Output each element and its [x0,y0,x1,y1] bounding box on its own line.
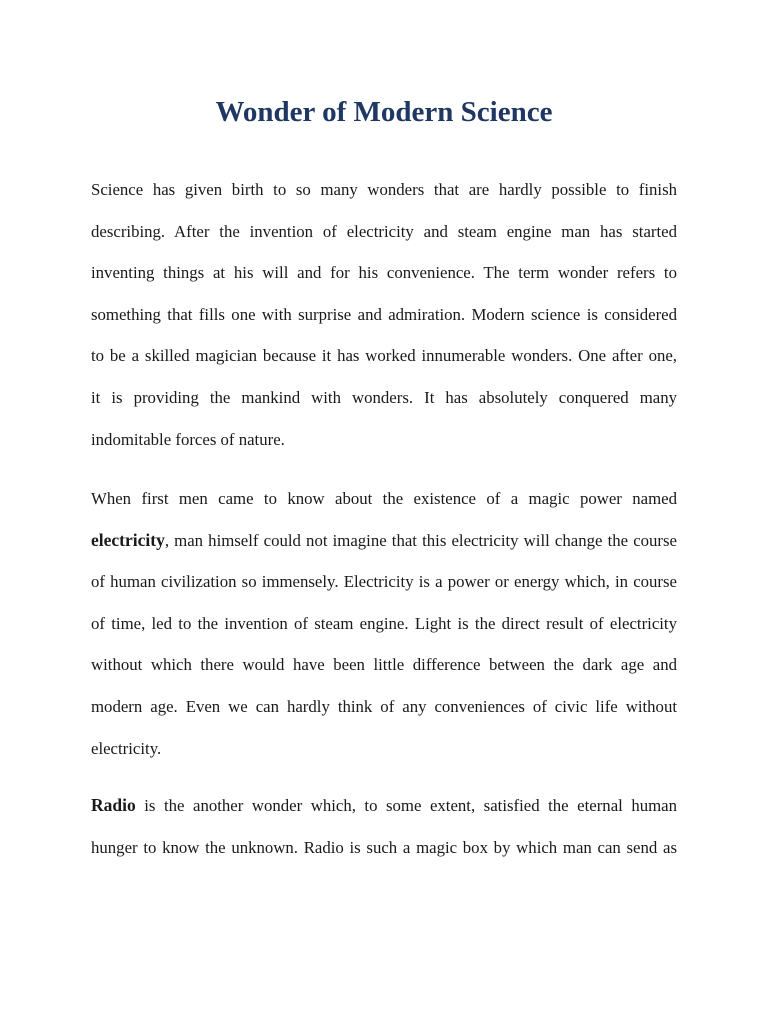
text-line: inventing things at his will and for his convenience. The term wonder refers to [91,263,677,283]
text-line [91,520,677,562]
paragraph-electricity [91,478,677,769]
text-line [91,785,677,827]
text-run: is the another wonder which, to some extent, satisfied the eternal human [135,796,677,815]
text-line: electricity. [91,738,162,758]
text-line: When first men came to know about the existence of a magic power named [91,489,677,508]
text-line: describing. After the invention of electricity and steam engine man has started [91,221,677,241]
text-run: , man himself could not imagine that this electricity will change the course [164,530,677,550]
text-line: of time, led to the invention of steam engine. Light is the direct result of electricity [91,613,677,633]
text-line: it is providing the mankind with wonders. It has absolutely conquered many [91,387,677,407]
text-line: of human civilization so immensely. Electricity is a power or energy which, in course [91,572,677,592]
text-line: something that fills one with surprise and admiration. Modern science is considered [91,304,677,324]
paragraph-intro [91,169,677,460]
text-line: Science has given birth to so many wonders that are hardly possible to finish [91,180,677,199]
text-line: modern age. Even we can hardly think of any conveniences of civic life without [91,696,677,716]
keyword-radio: Radio [91,795,136,815]
text-line: indomitable forces of nature. [91,429,285,449]
text-line: hunger to know the unknown. Radio is such a magic box by which man can send as [91,837,677,857]
keyword-electricity: electricity [91,529,165,550]
paragraph-radio [91,785,677,868]
document-title: Wonder of Modern Science [215,96,553,128]
text-line: to be a skilled magician because it has worked innumerable wonders. One after one, [91,346,677,366]
text-line: without which there would have been little difference between the dark age and [91,655,677,675]
